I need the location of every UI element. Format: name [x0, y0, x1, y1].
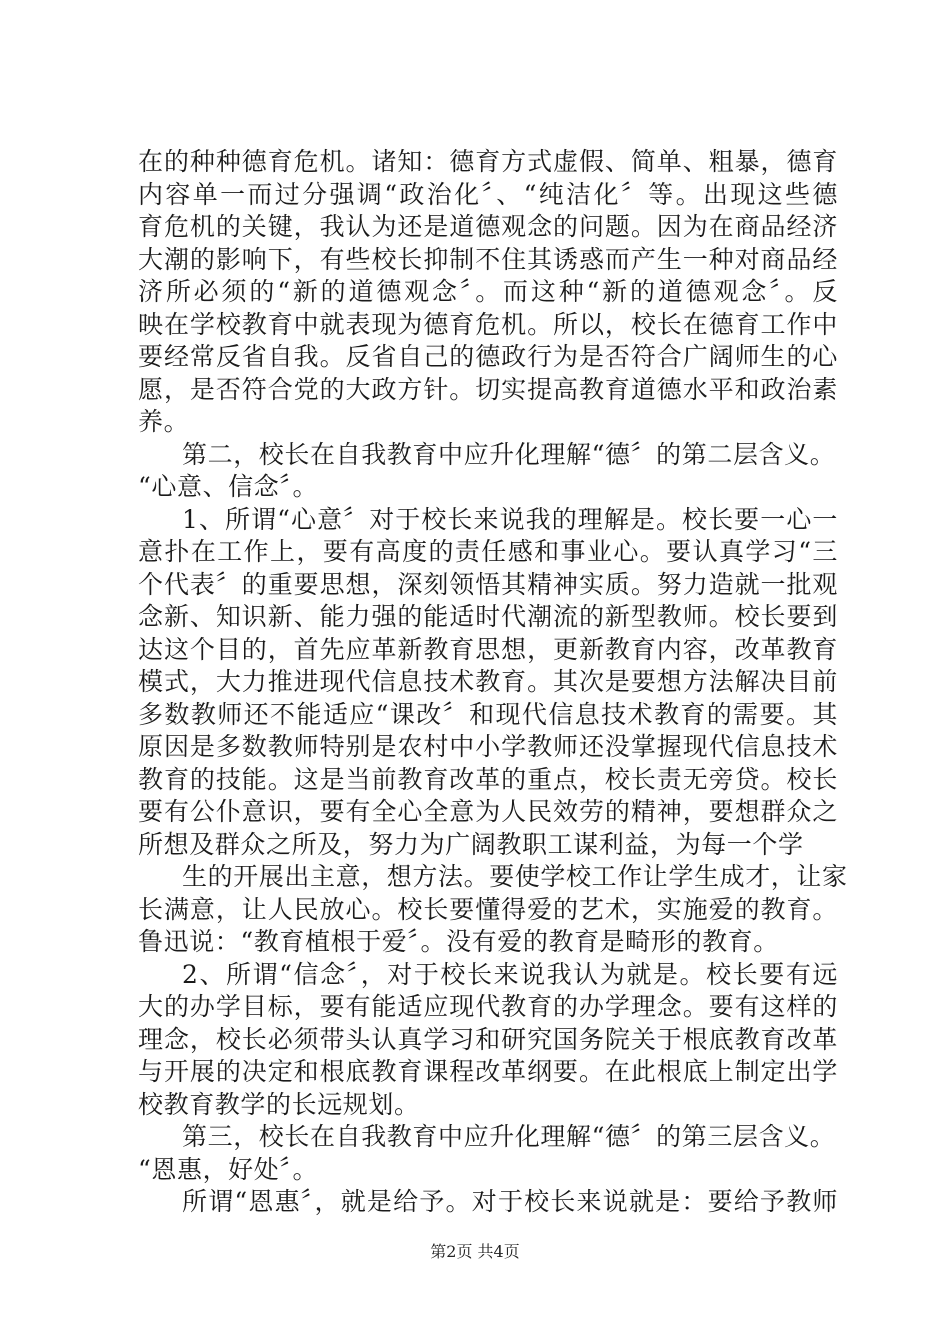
text-line: 内容单一而过分强调“政治化〞、“纯洁化〞等。出现这些德 [138, 179, 838, 209]
text-line: 所想及群众之所及，努力为广阔教职工谋利益，为每一个学 [138, 829, 804, 859]
text-line: 在的种种德育危机。诸知：德育方式虚假、简单、粗暴，德育 [138, 147, 838, 176]
text-line: 所谓“恩惠〞，就是给予。对于校长来说就是：要给予教师 [182, 1187, 838, 1216]
text-line: 生的开展出主意，想方法。要使学校工作让学生成才，让家 [182, 862, 848, 891]
text-line: 2、所谓“信念〞，对于校长来说我认为就是。校长要有远 [182, 959, 838, 989]
text-line: 鲁迅说：“教育植根于爱〞。没有爱的教育是畸形的教育。 [138, 927, 779, 956]
text-line: 校教育教学的长远规划。 [138, 1089, 420, 1119]
text-line: 念新、知识新、能力强的能适时代潮流的新型教师。校长要到 [138, 602, 838, 631]
text-line: 要经常反省自我。反省自己的德政行为是否符合广阔师生的心 [138, 342, 838, 371]
text-line: 原因是多数教师特别是农村中小学教师还没掌握现代信息技术 [138, 732, 838, 761]
text-line: 第三，校长在自我教育中应升化理解“德〞的第三层含义。 [182, 1122, 836, 1151]
text-line: 理念，校长必须带头认真学习和研究国务院关于根底教育改革 [138, 1024, 838, 1054]
text-line: 意扑在工作上，要有高度的责任感和事业心。要认真学习“三 [138, 537, 838, 566]
body-text [138, 146, 848, 1219]
text-line: 1、所谓“心意〞对于校长来说我的理解是。校长要一心一 [182, 504, 838, 534]
text-line: “心意、信念〞。 [138, 472, 319, 501]
text-line: 愿，是否符合党的大政方针。切实提高教育道德水平和政治素 [138, 374, 838, 404]
text-line: 长满意，让人民放心。校长要懂得爱的艺术，实施爱的教育。 [138, 894, 838, 924]
text-line: 要有公仆意识，要有全心全意为人民效劳的精神，要想群众之 [138, 797, 838, 826]
text-line: “恩惠，好处〞。 [138, 1154, 319, 1184]
text-line: 大的办学目标，要有能适应现代教育的办学理念。要有这样的 [138, 992, 838, 1021]
text-line: 映在学校教育中就表现为德育危机。所以，校长在德育工作中 [138, 309, 838, 339]
text-line: 个代表〞的重要思想，深刻领悟其精神实质。努力造就一批观 [138, 569, 838, 599]
text-line: 多数教师还不能适应“课改〞和现代信息技术教育的需要。其 [138, 699, 838, 729]
text-line: 第二，校长在自我教育中应升化理解“德〞的第二层含义。 [182, 439, 836, 469]
text-line: 育危机的关键，我认为还是道德观念的问题。因为在商品经济 [138, 212, 838, 241]
text-line: 与开展的决定和根底教育课程改革纲要。在此根底上制定出学 [138, 1057, 838, 1086]
text-line: 达这个目的，首先应革新教育思想，更新教育内容，改革教育 [138, 634, 838, 664]
text-line: 大潮的影响下，有些校长抑制不住其诱惑而产生一种对商品经 [138, 244, 838, 274]
text-line: 养。 [138, 407, 190, 436]
page-number-footer: 第2页 共4页 [430, 1242, 520, 1261]
text-line: 模式，大力推进现代信息技术教育。其次是要想方法解决目前 [138, 667, 838, 696]
text-line: 教育的技能。这是当前教育改革的重点，校长责无旁贷。校长 [138, 764, 838, 794]
text-line: 济所必须的“新的道德观念〞。而这种“新的道德观念〞。反 [138, 277, 838, 306]
